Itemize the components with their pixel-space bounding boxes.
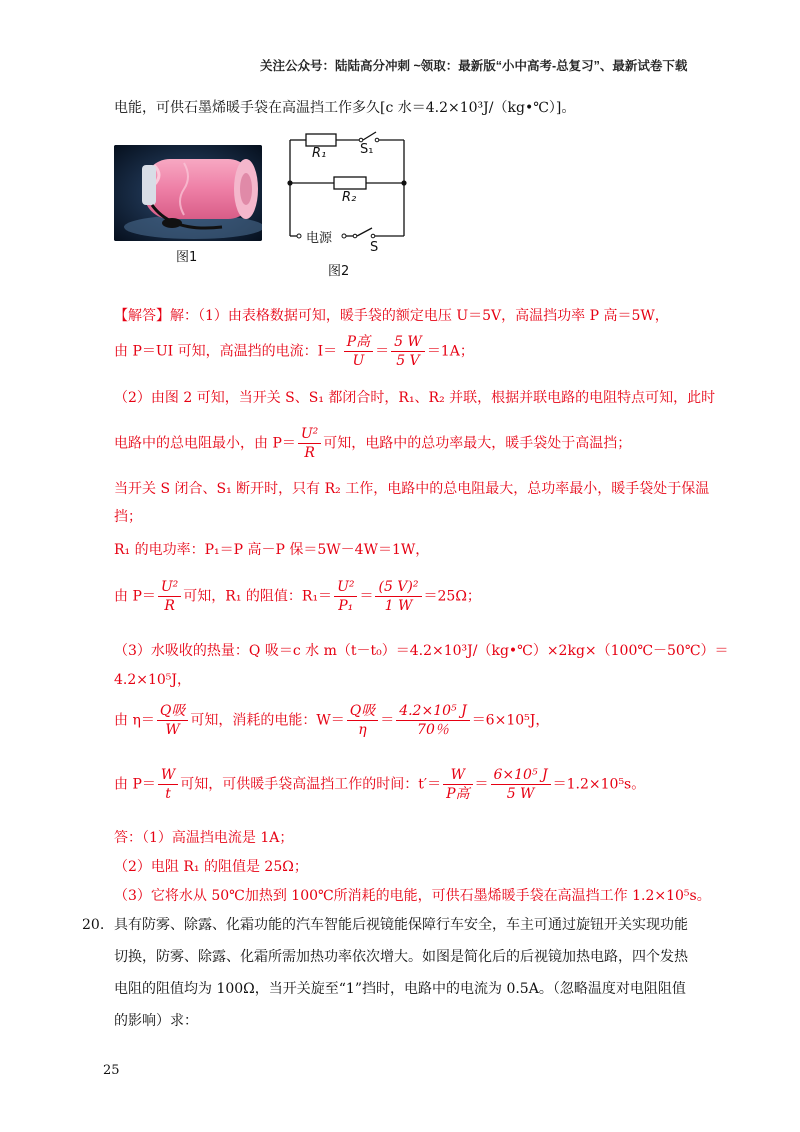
fraction [396, 702, 469, 739]
answer-line-3: （2）由图 2 可知，当开关 S、S₁ 都闭合时，R₁、R₂ 并联，根据并联电路的电阻特点可知，此时 [114, 390, 716, 406]
answer-line-8: 由 P＝ $\frac{\text{U²}}{R}$ 可知，R₁ 的阻值：R₁＝ $\frac{\text{U²}}{\text{P₁}}$ ＝ $\frac{\text{(5 V)²}}{1 W}$ ＝25Ω； [114, 579, 481, 614]
answer-line-6: 挡； [114, 509, 142, 525]
conclusion-2: （2）电阻 R₁ 的阻值是 25Ω； [114, 859, 308, 875]
page-number: 25 [103, 1063, 120, 1078]
fraction [344, 333, 373, 370]
numerator: U² [298, 425, 321, 444]
denominator: U [352, 353, 365, 369]
label-r2: R₂ [342, 190, 357, 205]
text: ＝25Ω； [423, 588, 481, 605]
q20-line-2: 切换，防雾、除露、化霜所需加热功率依次增大。如图是简化后的后视镜加热电路，四个发热 [114, 949, 688, 965]
denominator: 5 W [506, 786, 535, 802]
answer-line-12: 由 P＝ $\frac{W}{t}$ 可知，可供暖手袋高温挡工作的时间：t′＝ $\frac{W}{\text{P高}}$ ＝ $\frac{\text{6×10⁵ J}}{5 W}$ ＝1.2×10⁵s。 [114, 767, 646, 802]
answer-tag: 【解答】 [114, 308, 170, 324]
q20-line-3: 电阻的阻值均为 100Ω，当开关旋至“1”挡时，电路中的电流为 0.5A。（忽略温度对电阻阻值 [114, 981, 686, 997]
fraction [375, 578, 421, 615]
text: 可知，可供暖手袋高温挡工作的时间：t′＝ [180, 776, 442, 793]
fraction [157, 702, 188, 739]
text: 可知，电路中的总功率最大，暖手袋处于高温挡； [323, 435, 632, 452]
fraction [298, 425, 321, 462]
hand-warmer-photo [114, 145, 262, 241]
denominator: t [165, 786, 171, 802]
numerator: Q吸 [347, 702, 378, 721]
numerator: U² [334, 578, 357, 597]
text: ＝1A； [426, 343, 474, 360]
label-r1: R₁ [312, 146, 327, 161]
text: 由 P＝UI 可知，高温挡的电流：I＝ [114, 343, 338, 360]
answer-line-7: R₁ 的电功率：P₁＝P 高－P 保＝5W－4W＝1W， [114, 542, 430, 558]
answer-text: 解：（1）由表格数据可知，暖手袋的额定电压 U＝5V，高温挡功率 P 高＝5W， [170, 308, 669, 324]
numerator: (5 V)² [375, 578, 421, 597]
conclusion-3: （3）它将水从 50℃加热到 100℃所消耗的电能，可供石墨烯暖手袋在高温挡工作 1.2×10⁵s。 [114, 888, 711, 904]
text: 电路中的总电阻最小，由 P＝ [114, 435, 296, 452]
answer-line-9: （3）水吸收的热量：Q 吸＝c 水 m（t－t₀）＝4.2×10³J/（kg•℃）×2kg×（100℃－50℃）＝ [114, 643, 729, 659]
numerator: W [158, 766, 178, 785]
fraction [347, 702, 378, 739]
denominator: R [164, 598, 175, 614]
text: 由 P＝ [114, 776, 156, 793]
fig2-caption: 图2 [328, 264, 350, 279]
question-tail: 电能，可供石墨烯暖手袋在高温挡工作多久[c 水＝4.2×10³J/（kg•℃）]。 [114, 100, 576, 116]
numerator: Q吸 [157, 702, 188, 721]
q20-line-4: 的影响）求： [114, 1013, 198, 1029]
denominator: P₁ [338, 598, 354, 614]
conclusion-1: 答：（1）高温挡电流是 1A； [114, 830, 294, 846]
text: ＝6×10⁵J， [471, 712, 550, 729]
fraction [158, 578, 181, 615]
answer-line-5: 当开关 S 闭合、S₁ 断开时，只有 R₂ 工作，电路中的总电阻最大，总功率最小，暖手袋处于保温 [114, 481, 710, 497]
label-power-source: 电源 [306, 231, 333, 246]
q20-line-1: 具有防雾、除露、化霜功能的汽车智能后视镜能保障行车安全，车主可通过旋钮开关实现功能 [114, 917, 688, 933]
fraction [158, 766, 178, 803]
denominator: 70％ [417, 722, 449, 738]
answer-line-10: 4.2×10⁵J， [114, 672, 192, 688]
label-switch-s: S [370, 240, 379, 255]
denominator: η [358, 722, 367, 738]
denominator: P高 [446, 786, 470, 802]
numerator: 5 W [391, 333, 425, 352]
text: 可知，R₁ 的阻值：R₁＝ [183, 588, 333, 605]
denominator: R [304, 445, 315, 461]
denominator: 1 W [384, 598, 413, 614]
page-header: 关注公众号：陆陆高分冲刺 ~领取：最新版“小中高考-总复习”、最新试卷下载 [260, 59, 688, 73]
numerator: 4.2×10⁵ J [396, 702, 469, 721]
answer-line-1 [114, 306, 669, 326]
label-s1: S₁ [360, 142, 374, 157]
numerator: W [443, 766, 472, 785]
denominator: W [165, 722, 180, 738]
text: 可知，消耗的电能：W＝ [190, 712, 345, 729]
fraction [391, 333, 425, 370]
numerator: 6×10⁵ J [491, 766, 551, 785]
denominator: 5 V [396, 353, 420, 369]
circuit-diagram [284, 128, 414, 280]
text: 由 P＝ [114, 588, 156, 605]
answer-line-4 [114, 425, 631, 462]
text: 由 η＝ [114, 712, 155, 729]
fraction [334, 578, 357, 615]
fraction [491, 766, 551, 803]
fig1-caption: 图1 [176, 250, 198, 265]
question-number: 20. [82, 917, 105, 933]
answer-line-11: 由 η＝ $\frac{\text{Q吸}}{W}$ 可知，消耗的电能：W＝ $\frac{\text{Q吸}}{\eta}$ ＝ $\frac{\text{4.2×10⁵ J}}{70\%}$ ＝6×10⁵J， [114, 703, 550, 738]
fraction [443, 766, 472, 803]
numerator: P高 [344, 333, 373, 352]
text: ＝1.2×10⁵s。 [552, 776, 646, 793]
answer-line-2: 由 P＝UI 可知，高温挡的电流：I＝ $\frac{\text{P高}}{U}$ ＝ $\frac{5 W}{5 V}$ ＝1A； [114, 334, 474, 369]
numerator: U² [158, 578, 181, 597]
